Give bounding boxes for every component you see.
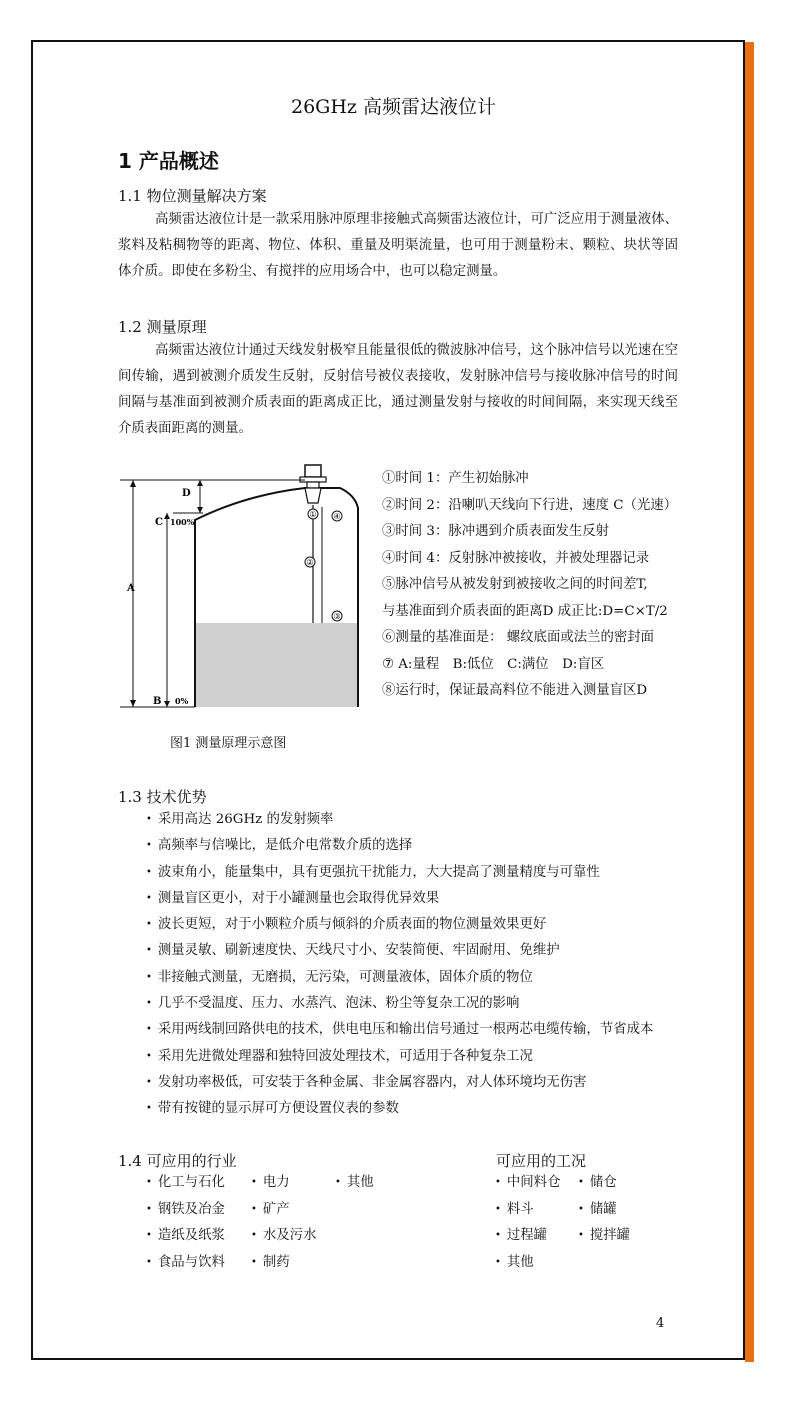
industries-column-2 (251, 1170, 316, 1276)
list-item: • 测量灵敏、刷新速度快、天线尺寸小、安装简便、牢固耐用、免维护 (146, 938, 653, 964)
list-item: • 水及污水 (251, 1223, 316, 1250)
list-item: • 电力 (251, 1170, 316, 1197)
industries-column-3 (335, 1170, 374, 1197)
sensor-head (305, 465, 321, 477)
list-item: • 波束角小，能量集中，具有更强抗干扰能力，大大提高了测量精度与可靠性 (146, 860, 653, 886)
list-item: • 波长更短，对于小颗粒介质与倾斜的介质表面的物位测量效果更好 (146, 912, 653, 938)
list-item: • 采用高达 26GHz 的发射频率 (146, 807, 653, 833)
legend-item: 与基准面到介质表面的距离D 成正比:D=C×T/2 (382, 603, 668, 619)
list-item: • 料斗 (495, 1197, 560, 1224)
marker-1-label: ① (309, 510, 317, 519)
marker-4-label: ④ (333, 512, 341, 521)
list-item: • 制药 (251, 1250, 316, 1277)
industries-column-1 (146, 1170, 225, 1276)
list-item: • 采用两线制回路供电的技术，供电电压和输出信号通过一根两芯电缆传输，节省成本 (146, 1017, 653, 1043)
list-item: • 搅拌罐 (578, 1223, 630, 1250)
label-100-percent: 100% (170, 517, 195, 527)
legend-item: ④时间 4：反射脉冲被接收，并被处理器记录 (382, 550, 650, 566)
list-item: • 测量盲区更小，对于小罐测量也会取得优异效果 (146, 886, 653, 912)
paragraph-principle (118, 338, 678, 442)
list-item: • 带有按键的显示屏可方便设置仪表的参数 (146, 1096, 653, 1122)
list-item: • 储仓 (578, 1170, 630, 1197)
liquid-fill (195, 623, 358, 707)
sensor-flange (307, 482, 319, 488)
document-title: 26GHz 高频雷达液位计 (291, 96, 496, 118)
list-item: • 非接触式测量，无磨损，无污染，可测量液体，固体介质的物位 (146, 965, 653, 991)
legend-item: ⑤脉冲信号从被发射到被接收之间的时间差T, (382, 577, 648, 592)
list-item: • 发射功率极低，可安装于各种金属、非金属容器内，对人体环境均无伤害 (146, 1070, 653, 1096)
list-item: • 其他 (335, 1170, 374, 1197)
list-item: • 几乎不受温度、压力、水蒸汽、泡沫、粉尘等复杂工况的影响 (146, 991, 653, 1017)
measurement-principle-diagram (115, 463, 370, 713)
legend-item: ⑥测量的基准面是： 螺纹底面或法兰的密封面 (382, 630, 655, 645)
legend-item: ⑦ A:量程 B:低位 C:满位 D:盲区 (382, 656, 605, 672)
figure-caption: 图1 测量原理示意图 (170, 736, 287, 751)
legend-item: ①时间 1：产生初始脉冲 (382, 471, 529, 486)
list-item: • 食品与饮料 (146, 1250, 225, 1277)
marker-2-label: ② (306, 558, 314, 567)
list-item: • 采用先进微处理器和独特回波处理技术，可适用于各种复杂工况 (146, 1044, 653, 1070)
legend-item: ⑧运行时，保证最高料位不能进入测量盲区D (382, 683, 648, 698)
horn-antenna (305, 488, 321, 503)
legend-item: ③时间 3：脉冲遇到介质表面发生反射 (382, 524, 610, 539)
subsection-heading-1-2: 1.2 测量原理 (118, 318, 207, 336)
paragraph-solution (118, 207, 678, 285)
paragraph-principle-text: 高频雷达液位计通过天线发射极窄且能量很低的微波脉冲信号，这个脉冲信号以光速在空间传输，遇到被测介质发生反射，反射信号被仪表接收，发射脉冲信号与接收脉冲信号的时间间隔与基准面到被测介质表面的距离成正比，通过测量发射与接收的时间间隔，来实现天线至介质表面距离的测量。 (118, 343, 678, 436)
list-item: • 过程罐 (495, 1223, 560, 1250)
list-item: • 钢铁及冶金 (146, 1197, 225, 1224)
page-number: 4 (656, 1316, 665, 1331)
legend-item: ②时间 2：沿喇叭天线向下行进，速度 C（光速） (382, 497, 678, 513)
list-item: • 矿产 (251, 1197, 316, 1224)
marker-3-label: ③ (333, 612, 341, 621)
list-item: • 化工与石化 (146, 1170, 225, 1197)
page-accent-bar (745, 42, 754, 1362)
label-A: A (127, 583, 135, 594)
paragraph-solution-text: 高频雷达液位计是一款采用脉冲原理非接触式高频雷达液位计，可广泛应用于测量液体、浆料及粘稠物等的距离、物位、体积、重量及明渠流量，也可用于测量粉末、颗粒、块状等固体介质。即使在多粉尘、有搅拌的应用场合中，也可以稳定测量。 (118, 212, 678, 279)
subsection-heading-1-3: 1.3 技术优势 (118, 788, 207, 806)
label-B: B (153, 696, 162, 707)
label-D: D (182, 488, 191, 499)
advantages-list (146, 807, 653, 1123)
list-item: • 中间料仓 (495, 1170, 560, 1197)
list-item: • 造纸及纸浆 (146, 1223, 225, 1250)
subsection-heading-1-4: 1.4 可应用的行业 (118, 1152, 237, 1170)
section-heading: 1 产品概述 (118, 149, 219, 173)
list-item: • 高频率与信噪比，是低介电常数介质的选择 (146, 833, 653, 859)
diagram-legend (382, 466, 677, 705)
subsection-heading-1-1: 1.1 物位测量解决方案 (118, 187, 267, 205)
label-0-percent: 0% (175, 696, 189, 706)
conditions-heading: 可应用的工况 (496, 1152, 587, 1170)
conditions-column-2 (578, 1170, 630, 1250)
label-C: C (155, 517, 163, 528)
list-item: • 储罐 (578, 1197, 630, 1224)
conditions-column-1 (495, 1170, 560, 1276)
list-item: • 其他 (495, 1250, 560, 1277)
